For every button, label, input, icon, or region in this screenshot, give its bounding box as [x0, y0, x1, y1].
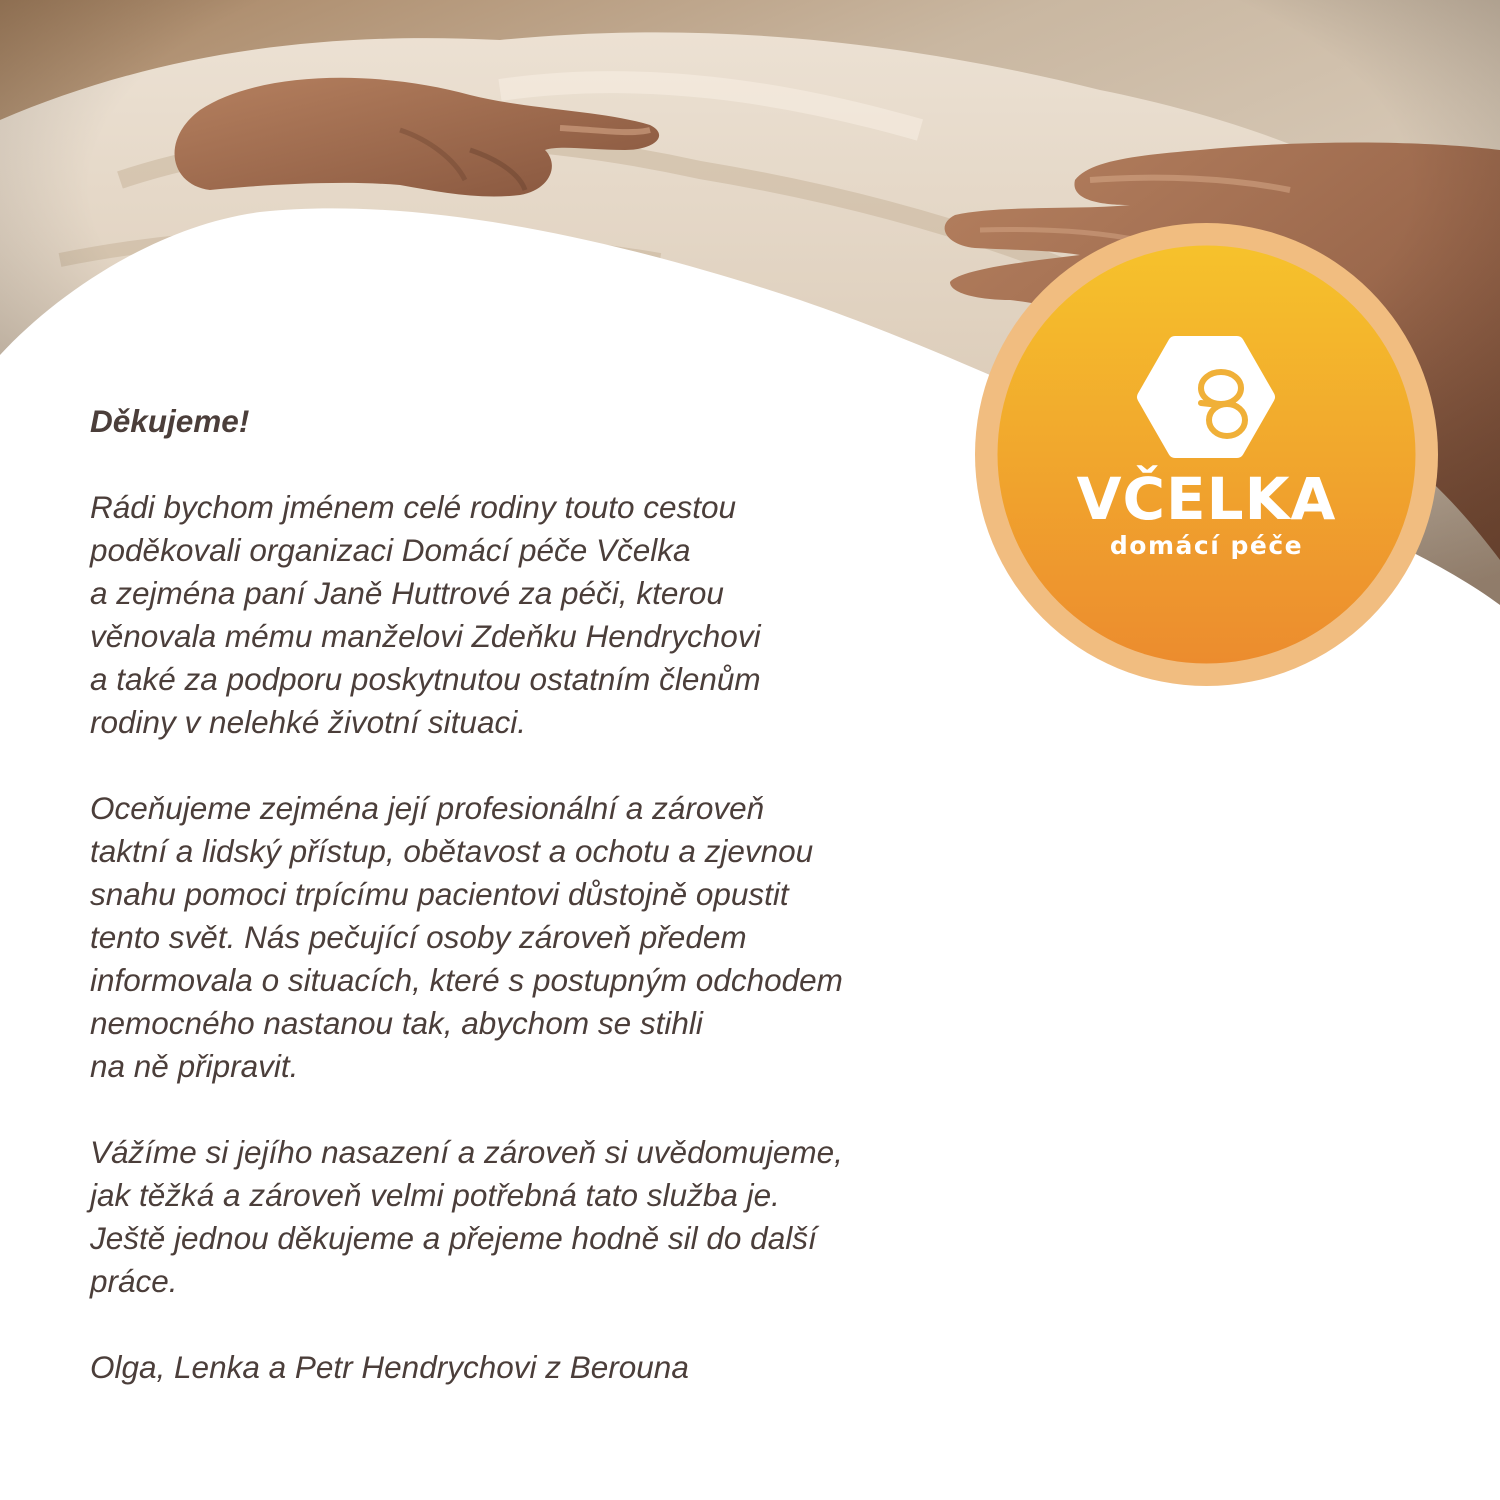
letter-line: a také za podporu poskytnutou ostatním členům — [90, 661, 761, 697]
letter-line: Vážíme si jejího nasazení a zároveň si uvědomujeme, — [90, 1134, 843, 1170]
letter-paragraph-2 — [90, 787, 990, 1088]
letter-line: Rádi bychom jménem celé rodiny touto cestou — [90, 489, 737, 525]
thank-you-letter — [90, 400, 990, 1389]
letter-line: věnovala mému manželovi Zdeňku Hendrychovi — [90, 618, 761, 654]
letter-paragraph-3 — [90, 1131, 990, 1303]
letter-line: taktní a lidský přístup, obětavost a ochotu a zjevnou — [90, 833, 814, 869]
letter-paragraph-1 — [90, 486, 990, 744]
logo-brand: VČELKA — [1076, 465, 1337, 533]
letter-line: Oceňujeme zejména její profesionální a zároveň — [90, 790, 765, 826]
vcelka-logo — [975, 223, 1438, 686]
logo-subtitle: domácí péče — [1109, 531, 1304, 560]
letter-line: Ještě jednou děkujeme a přejeme hodně sil do další — [90, 1220, 817, 1256]
letter-line: nemocného nastanou tak, abychom se stihli — [90, 1005, 703, 1041]
letter-line: a zejména paní Janě Huttrové za péči, kterou — [90, 575, 724, 611]
letter-line: poděkovali organizaci Domácí péče Včelka — [90, 532, 691, 568]
letter-line: informovala o situacích, které s postupným odchodem — [90, 962, 843, 998]
letter-line: rodiny v nelehké životní situaci. — [90, 704, 526, 740]
letter-heading: Děkujeme! — [90, 403, 250, 439]
letter-line: jak těžká a zároveň velmi potřebná tato služba je. — [90, 1177, 780, 1213]
letter-line: na ně připravit. — [90, 1048, 299, 1084]
letter-signature: Olga, Lenka a Petr Hendrychovi z Berouna — [90, 1349, 689, 1385]
letter-line: práce. — [90, 1263, 178, 1299]
letter-line: tento svět. Nás pečující osoby zároveň předem — [90, 919, 747, 955]
letter-line: snahu pomoci trpícímu pacientovi důstojně opustit — [90, 876, 789, 912]
logo-circle — [975, 223, 1438, 686]
bee-hexagon-icon — [1144, 343, 1268, 451]
